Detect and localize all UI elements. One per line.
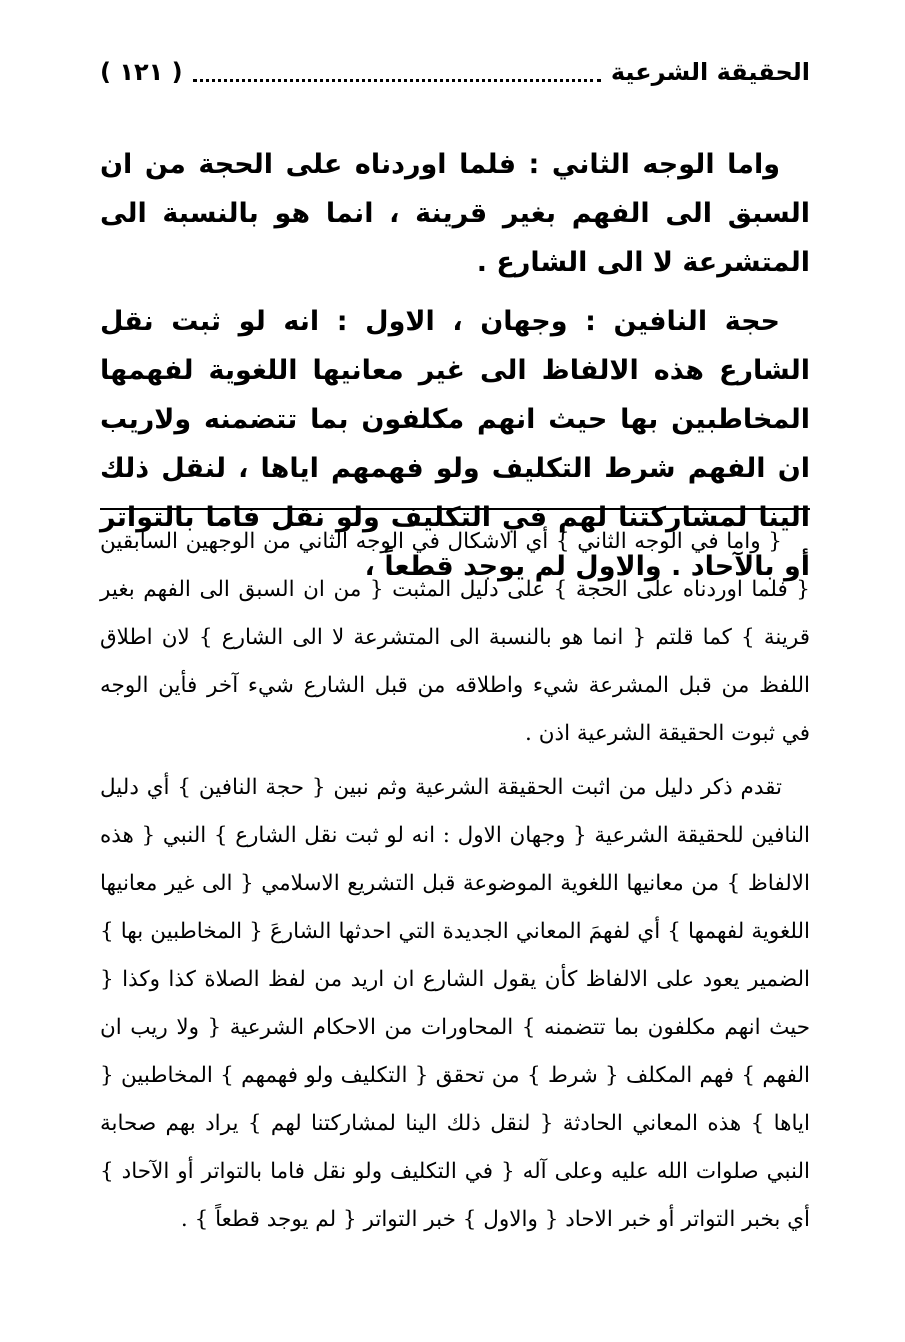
commentary-paragraph: تقدم ذكر دليل من اثبت الحقيقة الشرعية وثم نبين { حجة النافين } أي دليل النافين للحقيقة الشرعية { وجهان الاول : انه لو ثبت نقل الشارع } النبي { هذه الالفاظ } من معانيها اللغوية الموضوعة قبل التشريع الاسلامي { الى غير معانيها اللغوية لفهمها } أي لفهمَ المعاني الجديدة التي احدثها الشارعَ { المخاطبين بها } الضمير يعود على الالفاظ كأن يقول الشارع ان اريد من لفظ الصلاة كذا وكذا { حيث انهم مكلفون بما تتضمنه } المحاورات من الاحكام الشرعية { ولا ريب ان الفهم } فهم المكلف { شرط } من تحقق { التكليف ولو فهمهم } المخاطبين { اياها } هذه المعاني الحادثة { لنقل ذلك الينا لمشاركتنا لهم } يراد بهم صحابة النبي صلوات الله عليه وعلى آله { في التكليف ولو نقل فاما بالتواتر أو الآحاد } أي بخبر التواتر أو خبر الاحاد { والاول } خبر التواتر { لم يوجد قطعاً } . [100,775,810,1232]
text-divider [100,508,810,510]
commentary-paragraph: { واما في الوجه الثاني } أي الاشكال في الوجه الثاني من الوجهين السابقين { فلما اوردناه على الحجة } على دليل المثبت { من ان السبق الى الفهم بغير قرينة } كما قلتم { انما هو بالنسبة الى المتشرعة لا الى الشارع } لان اطلاق اللفظ من قبل المشرعة شيء واطلاقه من قبل الشارع شيء آخر فأين الوجه في ثبوت الحقيقة الشرعية اذن . [100,529,810,746]
main-text-paragraph: حجة النافين : وجهان ، الاول : انه لو ثبت نقل الشارع هذه الالفاظ الى غير معانيها اللغوية لفهمها المخاطبين بها حيث انهم مكلفون بما تتضمنه ولاريب ان الفهم شرط التكليف ولو فهمهم اياها ، لنقل ذلك الينا لمشاركتنا لهم في التكليف ولو نقل فاما بالتواتر أو بالآحاد . والاول لم يوجد قطعاً ، [100,306,810,582]
main-text-paragraph: واما الوجه الثاني : فلما اوردناه على الحجة من ان السبق الى الفهم بغير قرينة ، انما هو بالنسبة الى المتشرعة لا الى الشارع . [100,149,810,278]
running-title: الحقيقة الشرعية [610,58,810,86]
dotted-leader [193,79,601,82]
page-number: ( ١٢١ ) [100,58,183,86]
running-header [100,50,810,94]
commentary-text [100,518,810,1244]
